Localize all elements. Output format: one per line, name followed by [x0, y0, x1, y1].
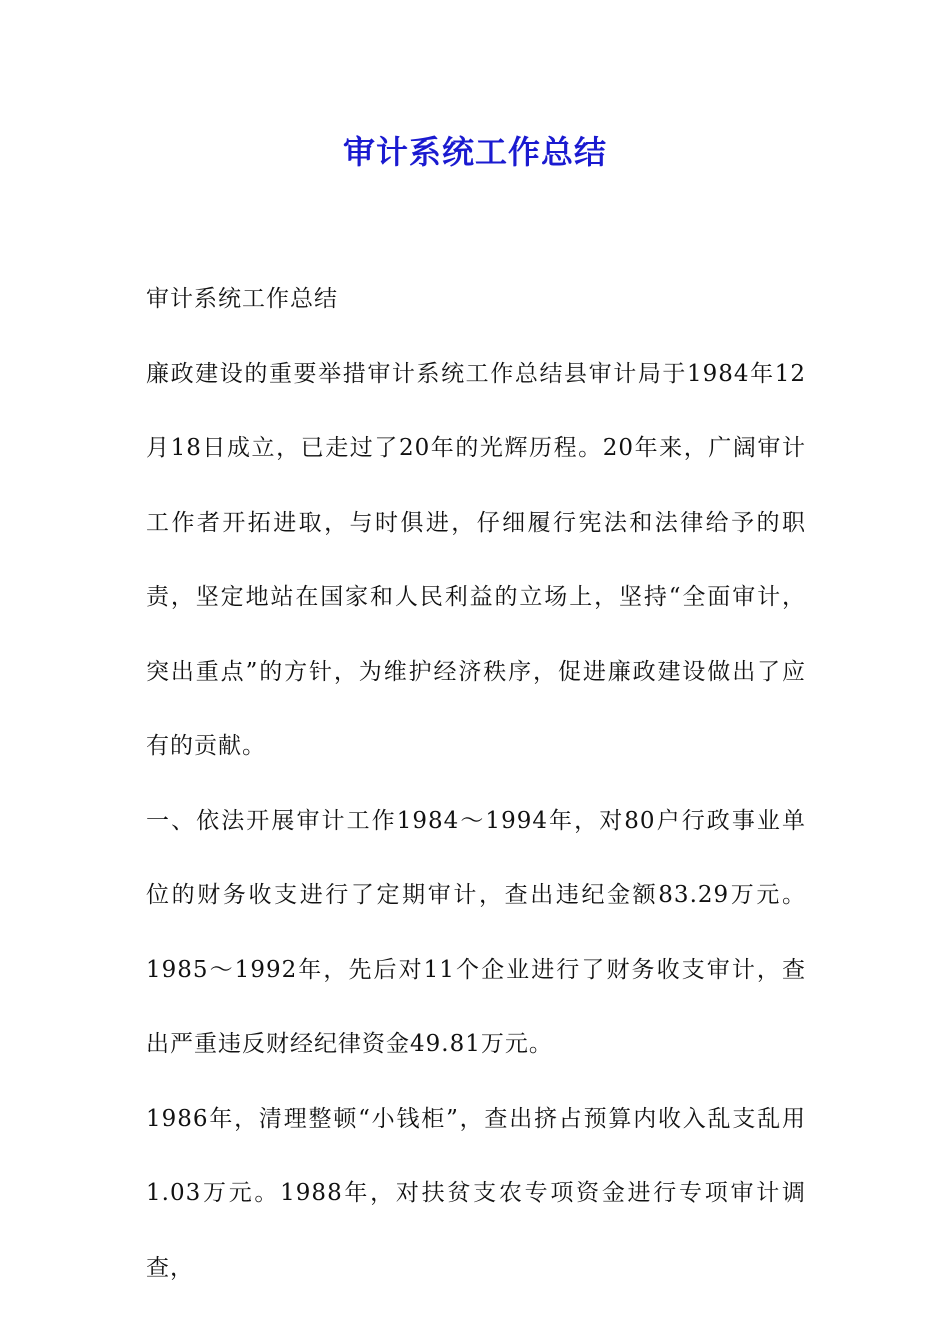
document-title: 审计系统工作总结	[342, 133, 607, 171]
paragraph: 1986年，清理整顿“小钱柜”，查出挤占预算内收入乱支乱用1.03万元。1988年，对扶贫支农专项资金进行专项审计调查，	[146, 1105, 806, 1281]
paragraph: 廉政建设的重要举措审计系统工作总结县审计局于1984年12月18日成立，已走过了20年的光辉历程。20年来，广阔审计工作者开拓进取，与时俱进，仔细履行宪法和法律给予的职责，坚定地站在国家和人民利益的立场上，坚持“全面审计，突出重点”的方针，为维护经济秩序，促进廉政建设做出了应有的贡献。	[146, 360, 806, 759]
document-body	[146, 262, 806, 1305]
paragraph-subtitle: 审计系统工作总结	[146, 286, 338, 312]
paragraph: 一、依法开展审计工作1984～1994年，对80户行政事业单位的财务收支进行了定期审计，查出违纪金额83.29万元。1985～1992年，先后对11个企业进行了财务收支审计，查出严重违反财经纪律资金49.81万元。	[146, 807, 806, 1057]
